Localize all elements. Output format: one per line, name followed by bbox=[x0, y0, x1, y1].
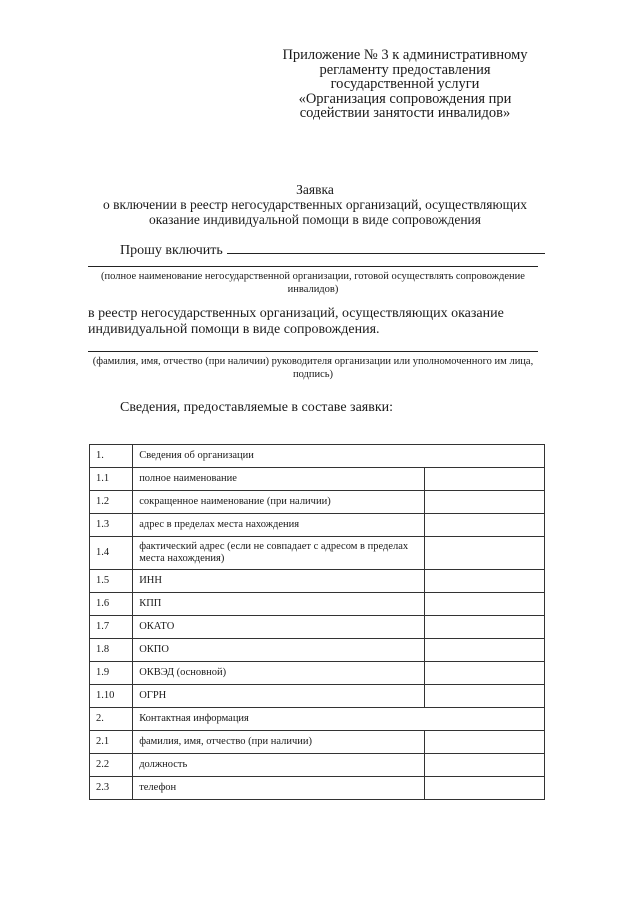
field-value-cell[interactable] bbox=[425, 754, 545, 777]
caption-line: инвалидов) bbox=[287, 284, 339, 295]
caption-line: (фамилия, имя, отчество (при наличии) руководителя организации или уполномоченного им лица, bbox=[92, 356, 534, 367]
row-number: 2.2 bbox=[90, 754, 133, 777]
request-label: Прошу включить bbox=[120, 243, 223, 258]
appendix-line: Приложение № 3 к административному bbox=[282, 47, 528, 63]
row-number: 1.6 bbox=[90, 593, 133, 616]
row-number: 1. bbox=[90, 445, 133, 468]
row-number: 1.4 bbox=[90, 537, 133, 570]
field-label: ОКПО bbox=[133, 639, 425, 662]
application-subtitle-line: о включении в реестр негосударственных организаций, осуществляющих bbox=[103, 197, 527, 212]
table-row bbox=[90, 570, 545, 593]
field-value-cell[interactable] bbox=[425, 570, 545, 593]
table-row bbox=[90, 731, 545, 754]
head-signature-caption bbox=[88, 355, 538, 381]
row-number: 1.10 bbox=[90, 685, 133, 708]
table-row bbox=[90, 468, 545, 491]
table-section-row bbox=[90, 445, 545, 468]
field-label: ОКВЭД (основной) bbox=[133, 662, 425, 685]
table-row bbox=[90, 754, 545, 777]
field-value-cell[interactable] bbox=[425, 537, 545, 570]
section-intro: Сведения, предоставляемые в составе заявки: bbox=[120, 400, 394, 415]
paragraph-line: в реестр негосударственных организаций, осуществляющих оказание bbox=[88, 306, 504, 321]
field-label: адрес в пределах места нахождения bbox=[133, 514, 425, 537]
field-label: полное наименование bbox=[133, 468, 425, 491]
paragraph-line: индивидуальной помощи в виде сопровождения. bbox=[88, 322, 380, 337]
application-title-block bbox=[90, 182, 540, 227]
application-subtitle-line: оказание индивидуальной помощи в виде сопровождения bbox=[149, 212, 481, 227]
caption-line: подпись) bbox=[292, 369, 334, 380]
field-value-cell[interactable] bbox=[425, 777, 545, 800]
row-number: 1.1 bbox=[90, 468, 133, 491]
caption-line: (полное наименование негосударственной организации, готовой осуществлять сопровождение bbox=[101, 271, 525, 282]
appendix-line: «Организация сопровождения при bbox=[298, 90, 512, 107]
appendix-header bbox=[270, 48, 540, 121]
row-number: 2.3 bbox=[90, 777, 133, 800]
section-label: Контактная информация bbox=[133, 708, 545, 731]
row-number: 1.2 bbox=[90, 491, 133, 514]
field-value-cell[interactable] bbox=[425, 616, 545, 639]
row-number: 2.1 bbox=[90, 731, 133, 754]
field-label: ОКАТО bbox=[133, 616, 425, 639]
table-row bbox=[90, 777, 545, 800]
field-value-cell[interactable] bbox=[425, 491, 545, 514]
field-label: должность bbox=[133, 754, 425, 777]
table-row bbox=[90, 616, 545, 639]
field-value-cell[interactable] bbox=[425, 514, 545, 537]
field-value-cell[interactable] bbox=[425, 685, 545, 708]
head-signature-rule bbox=[88, 351, 538, 352]
appendix-line: государственной услуги bbox=[330, 76, 480, 92]
row-number: 1.5 bbox=[90, 570, 133, 593]
table-row bbox=[90, 685, 545, 708]
field-value-cell[interactable] bbox=[425, 639, 545, 662]
row-number: 1.8 bbox=[90, 639, 133, 662]
organization-info-table bbox=[89, 444, 545, 800]
request-line bbox=[120, 240, 540, 259]
field-label: КПП bbox=[133, 593, 425, 616]
table-row bbox=[90, 593, 545, 616]
registry-paragraph bbox=[88, 306, 548, 338]
field-label: ИНН bbox=[133, 570, 425, 593]
row-number: 1.9 bbox=[90, 662, 133, 685]
table-section-row bbox=[90, 708, 545, 731]
section-label: Сведения об организации bbox=[133, 445, 545, 468]
appendix-line: содействии занятости инвалидов» bbox=[299, 105, 511, 121]
table-row bbox=[90, 662, 545, 685]
field-label: ОГРН bbox=[133, 685, 425, 708]
application-title: Заявка bbox=[296, 182, 334, 197]
organization-name-caption bbox=[88, 270, 538, 296]
table-row bbox=[90, 514, 545, 537]
field-label: фамилия, имя, отчество (при наличии) bbox=[133, 731, 425, 754]
organization-name-rule bbox=[88, 266, 538, 267]
field-value-cell[interactable] bbox=[425, 731, 545, 754]
field-label: телефон bbox=[133, 777, 425, 800]
row-number: 1.3 bbox=[90, 514, 133, 537]
organization-name-blank bbox=[227, 240, 545, 254]
table-row bbox=[90, 491, 545, 514]
field-value-cell[interactable] bbox=[425, 593, 545, 616]
field-label: фактический адрес (если не совпадает с адресом в пределах места нахождения) bbox=[133, 537, 425, 570]
row-number: 2. bbox=[90, 708, 133, 731]
appendix-line: регламенту предоставления bbox=[319, 61, 491, 78]
field-value-cell[interactable] bbox=[425, 468, 545, 491]
field-label: сокращенное наименование (при наличии) bbox=[133, 491, 425, 514]
table-row bbox=[90, 537, 545, 570]
table-row bbox=[90, 639, 545, 662]
field-value-cell[interactable] bbox=[425, 662, 545, 685]
row-number: 1.7 bbox=[90, 616, 133, 639]
